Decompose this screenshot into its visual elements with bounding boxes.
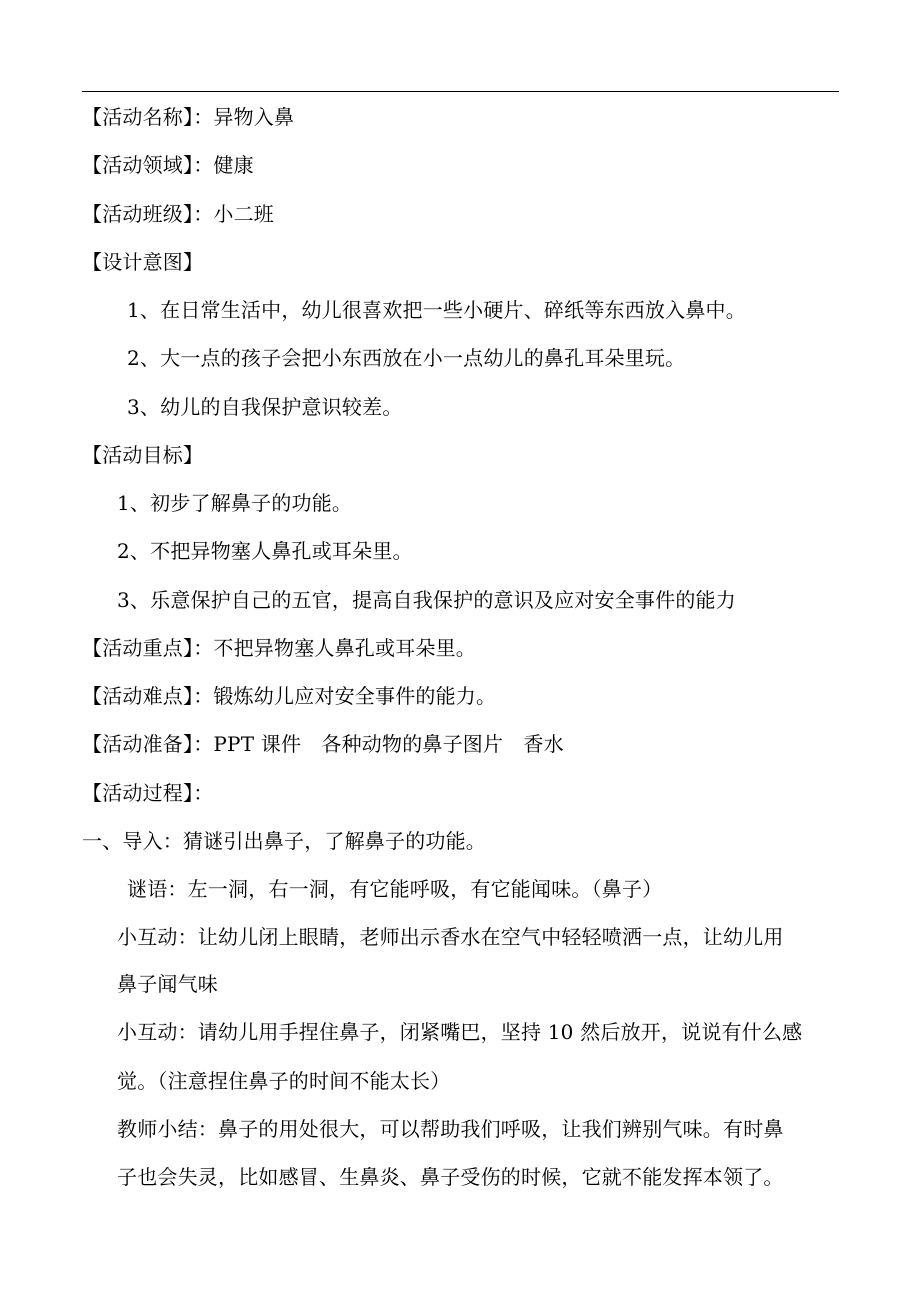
interaction-paragraph-line: 鼻子闻气味	[117, 972, 218, 996]
design-intent-item: 2、大一点的孩子会把小东西放在小一点幼儿的鼻孔耳朵里玩。	[127, 346, 686, 370]
activity-difficulty-line: 【活动难点】：锻炼幼儿应对安全事件的能力。	[82, 684, 497, 708]
activity-class-line: 【活动班级】：小二班	[82, 202, 274, 226]
teacher-summary-line: 教师小结：鼻子的用处很大，可以帮助我们呼吸，让我们辨别气味。有时鼻	[117, 1117, 784, 1141]
riddle-line: 谜语：左一洞，右一洞，有它能呼吸，有它能闻味。（鼻子）	[127, 877, 663, 901]
process-step-heading: 一、导入：猜谜引出鼻子，了解鼻子的功能。	[82, 829, 486, 853]
interaction-paragraph-line: 小互动：让幼儿闭上眼睛，老师出示香水在空气中轻轻喷洒一点，让幼儿用	[117, 925, 784, 949]
interaction-paragraph-line: 觉。（注意捏住鼻子的时间不能太长）	[117, 1069, 451, 1093]
activity-goal-item: 2、不把异物塞人鼻孔或耳朵里。	[117, 539, 413, 563]
activity-preparation-line: 【活动准备】：PPT 课件 各种动物的鼻子图片 香水	[82, 732, 564, 756]
design-intent-item: 3、幼儿的自我保护意识较差。	[127, 395, 403, 419]
interaction-paragraph-line: 小互动：请幼儿用手捏住鼻子，闭紧嘴巴，坚持 10 然后放开，说说有什么感	[117, 1020, 803, 1044]
activity-domain-line: 【活动领域】：健康	[82, 153, 254, 177]
header-rule	[82, 91, 839, 92]
activity-goals-heading: 【活动目标】	[82, 443, 204, 467]
design-intent-item: 1、在日常生活中，幼儿很喜欢把一些小硬片、碎纸等东西放入鼻中。	[127, 298, 746, 322]
activity-process-heading: 【活动过程】：	[82, 781, 214, 805]
activity-goal-item: 1、初步了解鼻子的功能。	[117, 491, 353, 515]
activity-goal-item: 3、乐意保护自己的五官，提高自我保护的意识及应对安全事件的能力	[117, 588, 736, 612]
teacher-summary-line: 子也会失灵，比如感冒、生鼻炎、鼻子受伤的时候，它就不能发挥本领了。	[117, 1165, 784, 1189]
activity-name-line: 【活动名称】：异物入鼻	[82, 105, 295, 129]
design-intent-heading: 【设计意图】	[82, 250, 204, 274]
activity-key-point-line: 【活动重点】：不把异物塞人鼻孔或耳朵里。	[82, 636, 476, 660]
